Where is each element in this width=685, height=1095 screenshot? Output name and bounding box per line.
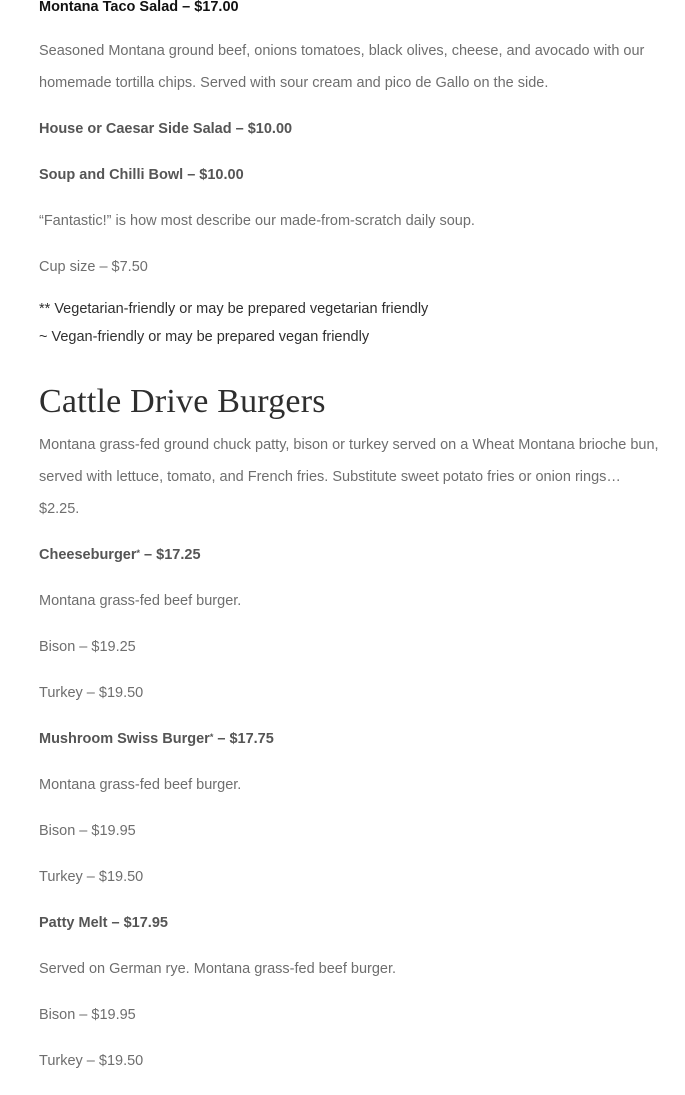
section-heading-burgers: Cattle Drive Burgers <box>39 383 326 420</box>
patty-melt-turkey: Turkey – $19.50 <box>39 1053 144 1069</box>
taco-salad-title: Montana Taco Salad – $17.00 <box>39 0 239 15</box>
side-salad-title: House or Caesar Side Salad – $10.00 <box>39 121 293 137</box>
vegan-note: ~ Vegan-friendly or may be prepared vegan friendly <box>39 329 370 345</box>
patty-melt-title: Patty Melt – $17.95 <box>39 915 168 931</box>
patty-melt-bison: Bison – $19.95 <box>39 1007 136 1023</box>
vegetarian-note: ** Vegetarian-friendly or may be prepared vegetarian friendly <box>39 301 429 317</box>
taco-salad-description: Seasoned Montana ground beef, onions tomatoes, black olives, cheese, and avocado with our homemade tortilla chips. Served with sour cream and pico de Gallo on the side. <box>39 43 645 91</box>
patty-melt-description: Served on German rye. Montana grass-fed beef burger. <box>39 961 397 977</box>
cheeseburger-description: Montana grass-fed beef burger. <box>39 593 242 609</box>
soup-cup-size: Cup size – $7.50 <box>39 259 148 275</box>
mushroom-swiss-title: Mushroom Swiss Burger* – $17.75 <box>39 731 274 747</box>
mushroom-swiss-bison: Bison – $19.95 <box>39 823 136 839</box>
burgers-intro: Montana grass-fed ground chuck patty, bison or turkey served on a Wheat Montana brioche bun, served with lettuce, tomato, and French fries. Substitute sweet potato fries or onion rings… $2.25. <box>39 437 659 517</box>
mushroom-swiss-turkey: Turkey – $19.50 <box>39 869 144 885</box>
soup-description: “Fantastic!” is how most describe our made-from-scratch daily soup. <box>39 213 475 229</box>
cheeseburger-bison: Bison – $19.25 <box>39 639 136 655</box>
mushroom-swiss-description: Montana grass-fed beef burger. <box>39 777 242 793</box>
soup-title: Soup and Chilli Bowl – $10.00 <box>39 167 244 183</box>
cheeseburger-title: Cheeseburger* – $17.25 <box>39 547 201 563</box>
cheeseburger-turkey: Turkey – $19.50 <box>39 685 144 701</box>
